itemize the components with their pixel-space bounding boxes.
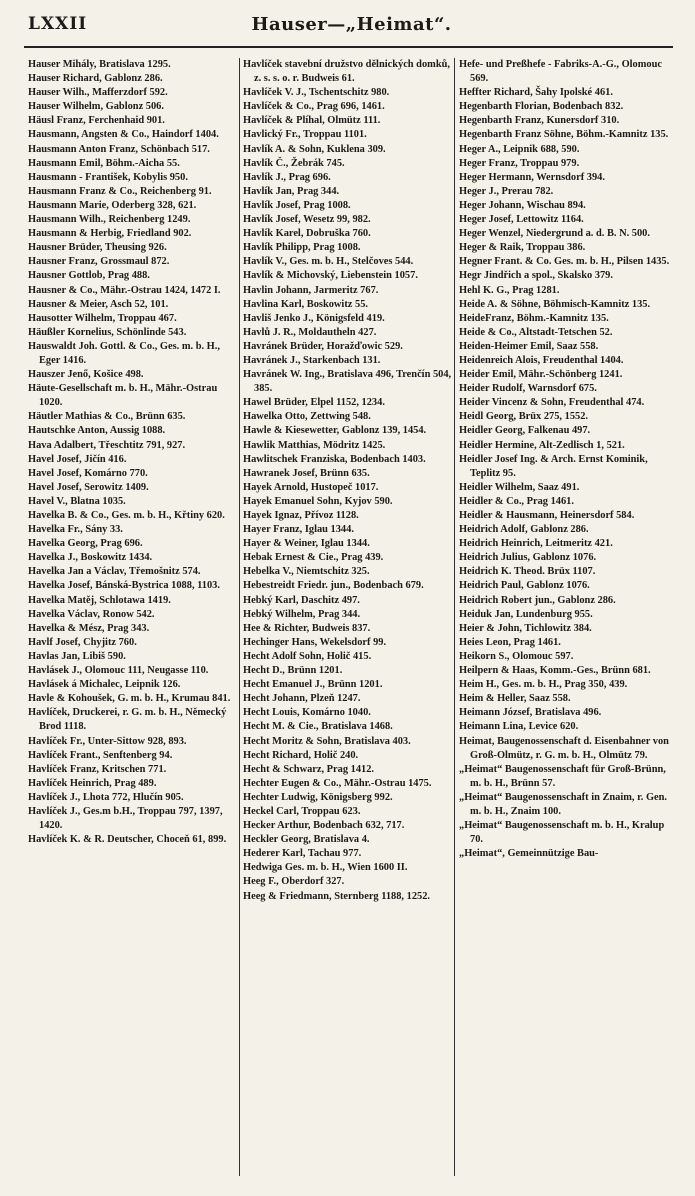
directory-entry: Hegenbarth Florian, Bodenbach 832. — [459, 101, 624, 113]
directory-entry: Hauszer Jenő, Košice 498. — [28, 369, 144, 381]
directory-entry: Hausotter Wilhelm, Troppau 467. — [28, 312, 177, 324]
directory-entry: Hefe- und Preßhefe - Fabriks-A.-G., Olomouc 569. — [459, 59, 662, 85]
directory-entry: Havlík Karel, Dobruška 760. — [243, 228, 371, 240]
directory-entry: Havlásek á Michalec, Leipnik 126. — [28, 679, 181, 691]
directory-entry: HeideFranz, Böhm.-Kamnitz 135. — [459, 312, 609, 324]
directory-entry: Hausmann Anton Franz, Schönbach 517. — [28, 143, 210, 155]
directory-entry: Heidler & Hausmann, Heinersdorf 584. — [459, 510, 635, 521]
directory-entry: Havelka B. & Co., Ges. m. b. H., Křtiny 620. — [28, 510, 225, 521]
directory-entry: Hawranek Josef, Brünn 635. — [243, 467, 370, 479]
directory-entry: Havelka Josef, Bánská-Bystrica 1088, 1103. — [28, 580, 220, 592]
directory-entry: Hausmann Franz & Co., Reichenberg 91. — [28, 185, 212, 197]
directory-entry: Hauser Wilh., Mafferzdorf 592. — [28, 87, 168, 99]
directory-entry: Hebký Karl, Daschitz 497. — [243, 594, 360, 606]
directory-entry: Heider Rudolf, Warnsdorf 675. — [459, 383, 597, 395]
directory-entry: Heidler & Co., Prag 1461. — [459, 495, 574, 507]
directory-entry: Havlíček V. J., Tschentschitz 980. — [243, 87, 390, 99]
header-rule — [24, 46, 673, 48]
directory-entry: Havlíček & Plíhal, Olmütz 111. — [243, 115, 381, 127]
directory-entry: Heger Franz, Troppau 979. — [459, 157, 580, 169]
directory-entry: Hawlitschek Franziska, Bodenbach 1403. — [243, 453, 426, 465]
directory-entry: Havelka J., Boskowitz 1434. — [28, 552, 153, 564]
directory-entry: Heimat, Baugenossenschaft d. Eisenbahner von Groß-Olmütz, r. G. m. b. H., Olmütz 79. — [459, 735, 669, 761]
directory-entry: Hayer & Weiner, Iglau 1344. — [243, 538, 370, 550]
directory-entry: Havlíček J., Lhota 772, Hlučín 905. — [28, 791, 184, 803]
directory-entry: Havlíček, Druckerei, r. G. m. b. H., Německý Brod 1118. — [28, 707, 227, 733]
directory-entry: Hausmann Emil, Böhm.-Aicha 55. — [28, 157, 180, 169]
directory-entry: Havlas Jan, Libiš 590. — [28, 650, 126, 662]
directory-entry: Hechter Eugen & Co., Mähr.-Ostrau 1475. — [243, 777, 432, 789]
directory-entry: Havel Josef, Jičín 416. — [28, 453, 127, 465]
directory-entry: Hayer Franz, Iglau 1344. — [243, 524, 354, 536]
directory-entry: Hawel Brüder, Elpel 1152, 1234. — [243, 397, 385, 409]
directory-entry: Havlík Josef, Prag 1008. — [243, 199, 351, 211]
directory-entry: Heger Hermann, Wernsdorf 394. — [459, 171, 605, 183]
directory-entry: Hausner & Co., Mähr.-Ostrau 1424, 1472 I. — [28, 284, 221, 296]
directory-entry: Hausner & Meier, Asch 52, 101. — [28, 298, 169, 310]
directory-entry: Hegner Frant. & Co. Ges. m. b. H., Pilsen 1435. — [459, 256, 670, 268]
directory-entry: Hederer Karl, Tachau 977. — [243, 848, 362, 860]
directory-entry: Havlík J., Prag 696. — [243, 171, 331, 183]
directory-entry: Havlík Jan, Prag 344. — [243, 185, 340, 197]
directory-entry: Hava Adalbert, Třeschtitz 791, 927. — [28, 439, 186, 451]
directory-entry: Hecht Richard, Holič 240. — [243, 749, 359, 761]
directory-entry: Havlík Philipp, Prag 1008. — [243, 242, 361, 254]
directory-entry: Heidrich K. Theod. Brüx 1107. — [459, 566, 596, 578]
directory-entry: Heiduk Jan, Lundenburg 955. — [459, 608, 593, 620]
directory-entry: Heckel Carl, Troppau 623. — [243, 805, 361, 817]
directory-entry: Hecht Louis, Komárno 1040. — [243, 707, 371, 719]
directory-entry: „Heimat“ Baugenossenschaft in Znaim, r. Gen. m. b. H., Znaim 100. — [459, 791, 668, 817]
directory-entry: Havlásek J., Olomouc 111, Neugasse 110. — [28, 665, 209, 677]
directory-entry: Häute-Gesellschaft m. b. H., Mähr.-Ostrau 1020. — [28, 383, 218, 409]
directory-entry: Hecht Johann, Plzeň 1247. — [243, 693, 361, 705]
page-title: Hauser—„Heimat“. — [251, 14, 452, 35]
directory-entry: Heffter Richard, Šahy Ipolské 461. — [459, 87, 613, 99]
directory-entry: Havelka & Mész, Prag 343. — [28, 622, 150, 634]
directory-entry: Havelka Georg, Prag 696. — [28, 538, 143, 550]
directory-entry: Häußler Kornelius, Schönlinde 543. — [28, 326, 187, 338]
directory-entry: Hausmann - František, Kobylis 950. — [28, 171, 188, 183]
directory-entry: Hecht Emanuel J., Brünn 1201. — [243, 679, 383, 691]
directory-entry: Hausner Franz, Grossmaul 872. — [28, 256, 170, 268]
directory-entry: Hawle & Kiesewetter, Gablonz 139, 1454. — [243, 425, 427, 437]
directory-entry: Heier & John, Tichlowitz 384. — [459, 622, 592, 634]
directory-entry: Hecht M. & Cie., Bratislava 1468. — [243, 721, 393, 733]
directory-entry: Heckler Georg, Bratislava 4. — [243, 834, 370, 846]
directory-entry: Havelka Fr., Sány 33. — [28, 524, 123, 536]
directory-entry: Havlíček Franz, Kritschen 771. — [28, 763, 167, 775]
directory-entry: Hayek Ignaz, Přívoz 1128. — [243, 510, 359, 521]
directory-entry: Havlík Č., Žebrák 745. — [243, 157, 345, 169]
directory-entry: Heim H., Ges. m. b. H., Prag 350, 439. — [459, 679, 628, 691]
directory-entry: Havlíček K. & R. Deutscher, Choceň 61, 899. — [28, 834, 227, 846]
directory-entry: Hebestreidt Friedr. jun., Bodenbach 679. — [243, 580, 424, 592]
directory-entry: Havlů J. R., Moldautheln 427. — [243, 326, 377, 338]
directory-entry: Havlický Fr., Troppau 1101. — [243, 129, 367, 141]
directory-entry: Heidler Hermine, Alt-Zedlisch 1, 521. — [459, 439, 625, 451]
directory-entry: Hausmann, Angsten & Co., Haindorf 1404. — [28, 129, 219, 141]
directory-entry: „Heimat“, Gemeinnützige Bau- — [459, 848, 599, 860]
directory-entry: Hechter Ludwig, Königsberg 992. — [243, 791, 393, 803]
directory-entry: Heidler Georg, Falkenau 497. — [459, 425, 591, 437]
directory-entry: Havlíček Heinrich, Prag 489. — [28, 777, 157, 789]
directory-entry: Havlin Johann, Jarmeritz 767. — [243, 284, 379, 296]
directory-entry: Havlíček & Co., Prag 696, 1461. — [243, 101, 385, 113]
directory-entry: Hauser Mihály, Bratislava 1295. — [28, 59, 171, 70]
directory-entry: Heimann József, Bratislava 496. — [459, 707, 602, 719]
directory-entry: Heide & Co., Altstadt-Tetschen 52. — [459, 326, 613, 338]
page-header — [28, 8, 675, 42]
directory-entry: Heidrich Julius, Gablonz 1076. — [459, 552, 597, 564]
directory-entry: Havlíček Frant., Senftenberg 94. — [28, 749, 173, 761]
directory-entry: Heidrich Paul, Gablonz 1076. — [459, 580, 590, 592]
directory-entry: Heeg F., Oberdorf 327. — [243, 876, 345, 888]
column-1 — [28, 58, 240, 847]
directory-entry: Hee & Richter, Budweis 837. — [243, 622, 371, 634]
directory-entry: „Heimat“ Baugenossenschaft für Groß-Brünn, m. b. H., Brünn 57. — [459, 763, 666, 789]
directory-entry: Havelka Václav, Ronow 542. — [28, 608, 155, 620]
directory-entry: Hawlik Matthias, Mödritz 1425. — [243, 439, 386, 451]
directory-entry: Heiden-Heimer Emil, Saaz 558. — [459, 340, 599, 352]
directory-entry: Häusl Franz, Ferchenhaid 901. — [28, 115, 165, 127]
directory-entry: Hebký Wilhelm, Prag 344. — [243, 608, 361, 620]
directory-entry: Hecht Moritz & Sohn, Bratislava 403. — [243, 735, 411, 747]
directory-entry: Heger J., Prerau 782. — [459, 185, 554, 197]
directory-entry: Havlík & Michovský, Liebenstein 1057. — [243, 270, 418, 282]
directory-entry: Havránek Brüder, Horažďowic 529. — [243, 340, 403, 352]
directory-entry: Havel V., Blatna 1035. — [28, 495, 126, 507]
directory-entry: Heger Wenzel, Niedergrund a. d. B. N. 500. — [459, 228, 650, 240]
directory-entry: „Heimat“ Baugenossenschaft m. b. H., Kralup 70. — [459, 820, 665, 846]
directory-entry: Heidler Wilhelm, Saaz 491. — [459, 481, 580, 493]
directory-entry: Hautschke Anton, Aussig 1088. — [28, 425, 166, 437]
directory-entry: Hayek Emanuel Sohn, Kyjov 590. — [243, 495, 393, 507]
directory-entry: Hauser Wilhelm, Gablonz 506. — [28, 101, 164, 113]
directory-entry: Havlf Josef, Chyjitz 760. — [28, 636, 137, 648]
directory-entry: Havlíček Fr., Unter-Sittow 928, 893. — [28, 735, 187, 747]
directory-entry: Heider Vincenz & Sohn, Freudenthal 474. — [459, 397, 645, 409]
directory-entry: Heikorn S., Olomouc 597. — [459, 650, 574, 662]
column-3 — [459, 58, 671, 861]
directory-entry: Häutler Mathias & Co., Brünn 635. — [28, 411, 186, 423]
directory-entry: Hayek Arnold, Hustopeč 1017. — [243, 481, 379, 493]
directory-entry: Heide A. & Söhne, Böhmisch-Kamnitz 135. — [459, 298, 651, 310]
column-2 — [243, 58, 455, 904]
directory-entry: Hegr Jindřich a spol., Skalsko 379. — [459, 270, 613, 282]
directory-entry: Hausmann Marie, Oderberg 328, 621. — [28, 199, 197, 211]
directory-entry: Heimann Lina, Levice 620. — [459, 721, 579, 733]
directory-entry: Heidenreich Alois, Freudenthal 1404. — [459, 354, 624, 366]
directory-entry: Heim & Heller, Saaz 558. — [459, 693, 571, 705]
directory-entry: Hecker Arthur, Bodenbach 632, 717. — [243, 820, 405, 832]
directory-entry: Heidrich Adolf, Gablonz 286. — [459, 524, 589, 536]
directory-entry: Heider Emil, Mähr.-Schönberg 1241. — [459, 369, 623, 381]
directory-entry: Hausner Brüder, Theusing 926. — [28, 242, 167, 254]
directory-entry: Heger Josef, Lettowitz 1164. — [459, 214, 584, 226]
directory-entry: Hawelka Otto, Zettwing 548. — [243, 411, 371, 423]
directory-entry: Havlíček J., Ges.m b.H., Troppau 797, 1397, 1420. — [28, 805, 223, 832]
directory-entry: Heidrich Heinrich, Leitmeritz 421. — [459, 538, 613, 550]
directory-entry: Hauser Richard, Gablonz 286. — [28, 73, 163, 85]
directory-entry: Heeg & Friedmann, Sternberg 1188, 1252. — [243, 890, 431, 902]
directory-entry: Hausner Gottlob, Prag 488. — [28, 270, 150, 282]
directory-entry: Havlík Josef, Wesetz 99, 982. — [243, 214, 371, 226]
directory-entry: Havle & Kohoušek, G. m. b. H., Krumau 841. — [28, 693, 231, 705]
directory-entry: Hechinger Hans, Wekelsdorf 99. — [243, 636, 387, 648]
directory-entry: Havliš Jenko J., Königsfeld 419. — [243, 312, 385, 324]
directory-entry: Havlina Karl, Boskowitz 55. — [243, 298, 368, 310]
directory-entry: Hausmann Wilh., Reichenberg 1249. — [28, 214, 191, 226]
directory-entry: Havránek J., Starkenbach 131. — [243, 354, 381, 366]
directory-entry: Havlík A. & Sohn, Kuklena 309. — [243, 143, 386, 155]
directory-entry: Hauswaldt Joh. Gottl. & Co., Ges. m. b. H., Eger 1416. — [28, 340, 220, 366]
directory-entry: Hecht Adolf Sohn, Holič 415. — [243, 650, 372, 662]
page-number: LXXII — [28, 14, 88, 34]
directory-entry: Havelka Jan a Václav, Třemošnitz 574. — [28, 566, 201, 578]
directory-entry: Havránek W. Ing., Bratislava 496, Trenčín 504, 385. — [243, 369, 452, 395]
directory-entry: Heidl Georg, Brüx 275, 1552. — [459, 411, 589, 423]
directory-entry: Hebelka V., Niemtschitz 325. — [243, 566, 370, 578]
directory-entry: Hedwiga Ges. m. b. H., Wien 1600 II. — [243, 862, 408, 874]
directory-entry: Hecht & Schwarz, Prag 1412. — [243, 763, 375, 775]
directory-entry: Heger & Raik, Troppau 386. — [459, 242, 586, 254]
directory-entry: Heidler Josef Ing. & Arch. Ernst Kominik, Teplitz 95. — [459, 453, 648, 479]
directory-entry: Heger A., Leipnik 688, 590. — [459, 143, 580, 155]
directory-entry: Havlík V., Ges. m. b. H., Stelčoves 544. — [243, 256, 414, 268]
directory-entry: Hegenbarth Franz Söhne, Böhm.-Kamnitz 135. — [459, 129, 669, 141]
directory-entry: Hebak Ernest & Cie., Prag 439. — [243, 552, 384, 564]
directory-entry: Heilpern & Haas, Komm.-Ges., Brünn 681. — [459, 665, 651, 677]
directory-entry: Havel Josef, Serowitz 1409. — [28, 481, 149, 493]
directory-entry: Heidrich Robert jun., Gablonz 286. — [459, 594, 616, 606]
directory-entry: Havelka Matěj, Schlotawa 1419. — [28, 594, 171, 606]
directory-entry: Heies Leon, Prag 1461. — [459, 636, 561, 648]
directory-entry: Heger Johann, Wischau 894. — [459, 199, 586, 211]
directory-entry: Havlíček stavební družstvo dělnických domků, z. s. s. o. r. Budweis 61. — [243, 59, 450, 85]
directory-entry: Hecht D., Brünn 1201. — [243, 665, 343, 677]
directory-entry: Havel Josef, Komárno 770. — [28, 467, 148, 479]
directory-entry: Hehl K. G., Prag 1281. — [459, 284, 560, 296]
directory-entry: Hegenbarth Franz, Kunersdorf 310. — [459, 115, 620, 127]
directory-entry: Hausmann & Herbig, Friedland 902. — [28, 228, 192, 240]
